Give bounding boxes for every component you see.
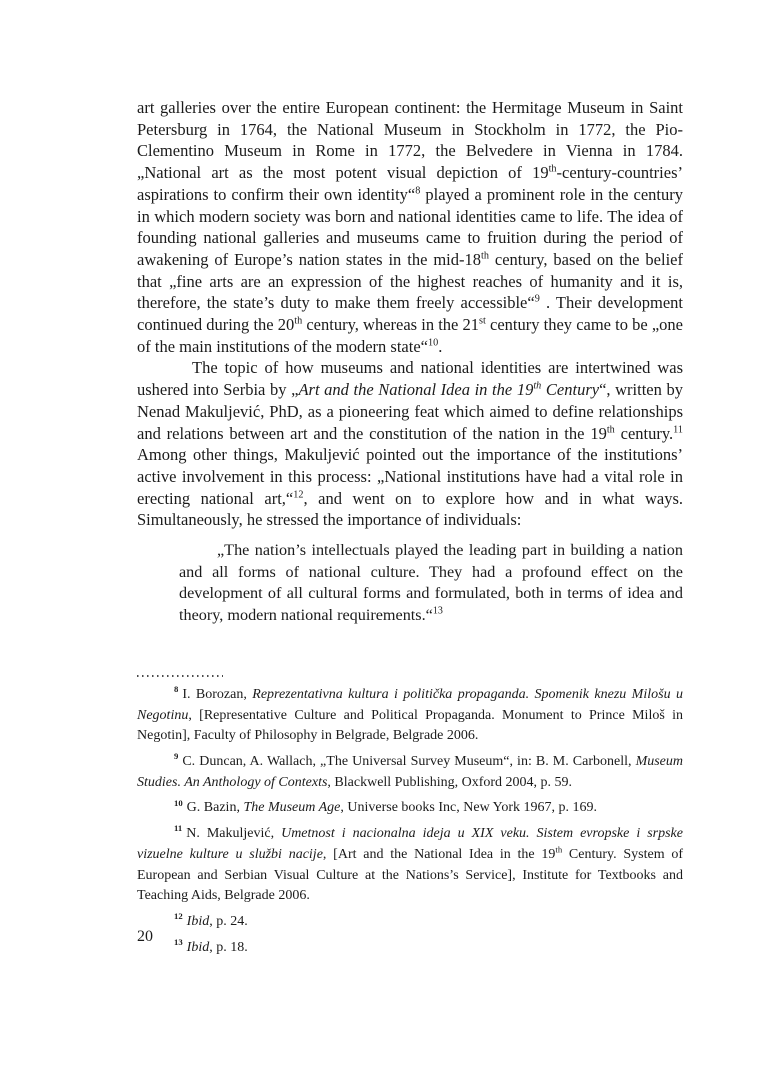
footnote-11-number: 11 (174, 823, 183, 834)
footnote-12-number: 12 (174, 911, 183, 922)
footnote-11-text: N. Makuljević, Umetnost i nacionalna ideja u XIX veku. Sistem evropske i srpske vizuelne kulture u službi nacije, [Art and the National Idea in the 19th Century. System of European and Serbian Visual Culture at the Nations’s Service], Institute for Textbooks and Teaching Aids, Belgrade 2006. (137, 826, 684, 904)
footnote-10-number: 10 (174, 797, 183, 808)
footnote-10 (137, 798, 683, 819)
footnote-11 (137, 824, 683, 907)
footnote-12-text: Ibid, p. 24. (186, 913, 248, 929)
footnote-13-text: Ibid, p. 18. (186, 939, 248, 955)
footnote-8-text: I. Borozan, Reprezentativna kultura i politička propaganda. Spomenik knezu Milošu u Negotinu, [Representative Culture and Political Propaganda. Monument to Prince Miloš in Negotin], Faculty of Philosophy in Belgrade, Belgrade 2006. (137, 686, 683, 744)
footnote-13-number: 13 (174, 936, 183, 947)
paragraph-1: art galleries over the entire European continent: the Hermitage Museum in Saint Petersburg in 1764, the National Museum in Stockholm in 1772, the Pio-Clementino Museum in Rome in 1772, the Belvedere in Vienna in 1784. „National art as the most potent visual depiction of 19th-century-countries’ aspirations to confirm their own identity“$^8$ played a prominent role in the century in which modern society was born and national identities came to life. The idea of founding national galleries and museums came to fruition during the period of awakening of Europe’s nation states in the mid-18th century, based on the belief that „fine arts are an expression of the highest reaches of humanity and it is, therefore, the state’s duty to make them freely accessible“$^9$ . Their development continued during the 20th century, whereas in the 21st century they came to be „one of the main institutions of the modern state“$^{10}$. (137, 98, 683, 356)
page-content (137, 97, 683, 963)
footnote-13 (137, 938, 683, 959)
block-quote: „The nation’s intellectuals played the leading part in building a nation and all forms of national culture. They had a profound effect on the development of all cultural forms and formulated, both in terms of idea and theory, modern national requirements.“$^{13}$ (179, 541, 683, 625)
page-number: 20 (137, 928, 153, 945)
footnote-9 (137, 752, 683, 793)
paragraph-2: The topic of how museums and national identities are intertwined was ushered into Serbia by „Art and the National Idea in the 19th Century“, written by Nenad Makuljević, PhD, as a pioneering feat which aimed to define relationships and relations between art and the constitution of the nation in the 19th century.$^{11}$ Among other things, Makuljević pointed out the importance of the institutions’ active involvement in this process: „National institutions have had a vital role in erecting national art,“$^{12}$, and went on to explore how and in what ways. Simultaneously, he stressed the importance of individuals: (137, 358, 684, 530)
footnote-8 (137, 685, 683, 747)
footnote-12 (137, 912, 683, 933)
footnote-9-text: C. Duncan, A. Wallach, „The Universal Survey Museum“, in: B. M. Carbonell, Museum Studies. An Anthology of Contexts, Blackwell Publishing, Oxford 2004, p. 59. (137, 753, 683, 790)
footnote-9-number: 9 (174, 751, 179, 762)
footnote-separator (137, 675, 223, 677)
footnote-8-number: 8 (174, 684, 179, 695)
footnotes-section (137, 685, 683, 958)
footnote-10-text: G. Bazin, The Museum Age, Universe books Inc, New York 1967, p. 169. (186, 800, 598, 816)
